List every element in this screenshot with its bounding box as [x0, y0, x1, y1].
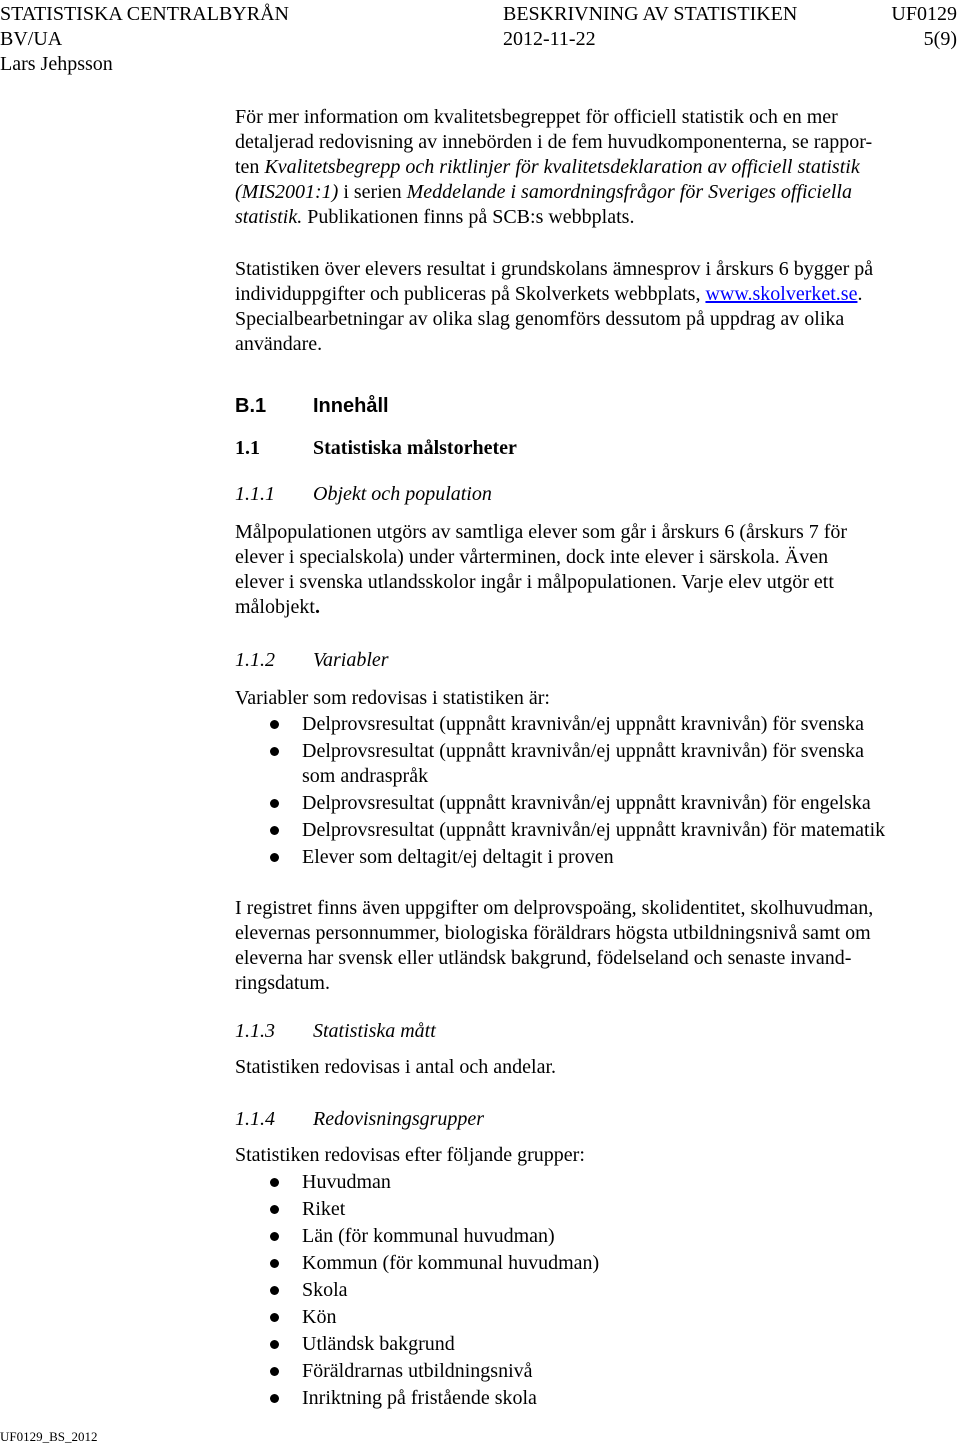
publication-title-italic: Kvalitetsbegrepp och riktlinjer för kvalitetsdeklaration av officiell statistik — [264, 156, 860, 178]
list-item-text: Kommun (för kommunal huvudman) — [302, 1252, 600, 1274]
list-item — [235, 1305, 945, 1330]
section-title: Statistiska målstorheter — [313, 437, 517, 459]
paragraph-line — [235, 307, 873, 332]
paragraph-line — [235, 282, 873, 307]
list-item-text: Elever som deltagit/ej deltagit i proven — [302, 846, 614, 868]
paragraph-line — [235, 595, 847, 620]
list-item — [235, 1197, 945, 1222]
bullet-icon — [270, 1205, 279, 1214]
section-title: Innehåll — [313, 395, 389, 417]
text-segment: Statistiken över elevers resultat i grundskolans ämnesprov i årskurs 6 bygger på — [235, 258, 874, 280]
list-item — [235, 1251, 945, 1276]
section-heading-1-1 — [235, 436, 935, 461]
paragraph-line — [235, 205, 872, 230]
skolverket-link[interactable]: www.skolverket.se — [705, 283, 858, 305]
section-number: 1.1 — [235, 437, 260, 459]
header-date: 2012-11-22 — [503, 28, 596, 50]
text-segment: Specialbearbetningar av olika slag genomförs dessutom på uppdrag av olika — [235, 308, 845, 330]
header-page-number: 5(9) — [923, 28, 957, 50]
intro-paragraph-1 — [235, 105, 872, 230]
section-number: 1.1.2 — [235, 649, 275, 671]
list-item-text: Skola — [302, 1279, 348, 1301]
intro-paragraph-2 — [235, 257, 873, 357]
register-paragraph — [235, 896, 873, 996]
text-segment: målobjekt — [235, 596, 315, 618]
list-item — [235, 712, 945, 737]
section-number: 1.1.4 — [235, 1108, 275, 1130]
series-title-italic-end: statistik. — [235, 206, 303, 228]
section-title: Statistiska mått — [313, 1020, 436, 1042]
section-heading-b1 — [235, 394, 935, 419]
paragraph-line — [235, 332, 873, 357]
section-number: 1.1.3 — [235, 1020, 275, 1042]
series-title-italic: Meddelande i samordningsfrågor för Sveriges officiella — [406, 181, 852, 203]
paragraph-line: Statistiken redovisas i antal och andelar. — [235, 1056, 557, 1078]
population-paragraph — [235, 520, 847, 620]
list-item — [235, 791, 945, 816]
text-segment: elever i specialskola) under vårterminen, dock inte elever i särskola. Även — [235, 546, 829, 568]
text-segment: detaljerad redovisning av innebörden i de fem huvudkomponenterna, se rappor- — [235, 131, 873, 153]
list-item-text: Föräldrarnas utbildningsnivå — [302, 1360, 533, 1382]
paragraph-line — [235, 545, 847, 570]
list-item-text: Delprovsresultat (uppnått kravnivån/ej uppnått kravnivån) för svenska — [302, 740, 865, 762]
header-doc-type: BESKRIVNING AV STATISTIKEN — [503, 3, 798, 25]
text-segment: Publikationen finns på SCB:s webbplats. — [302, 206, 635, 228]
list-item — [235, 1224, 945, 1249]
text-segment: användare. — [235, 333, 323, 355]
paragraph-line: eleverna har svensk eller utländsk bakgrund, födelseland och senaste invand- — [235, 947, 852, 969]
list-item — [235, 1278, 945, 1303]
paragraph-line — [235, 570, 847, 595]
section-heading-1-1-1 — [235, 482, 935, 507]
list-item — [235, 818, 945, 843]
list-item-text: Utländsk bakgrund — [302, 1333, 455, 1355]
bullet-icon — [270, 1259, 279, 1268]
bullet-icon — [270, 1313, 279, 1322]
list-item — [235, 1170, 945, 1195]
groups-list — [235, 1170, 945, 1413]
bullet-icon — [270, 1367, 279, 1376]
section-number: B.1 — [235, 395, 267, 417]
publication-code-italic: (MIS2001:1) — [235, 181, 339, 203]
text-segment: i serien — [338, 181, 407, 203]
list-item-text: som andraspråk — [302, 765, 429, 787]
paragraph-line: Variabler som redovisas i statistiken är: — [235, 687, 550, 709]
list-item — [235, 739, 945, 789]
list-item — [235, 845, 945, 870]
text-segment: . — [857, 283, 863, 305]
header-org-name: STATISTISKA CENTRALBYRÅN — [0, 3, 289, 25]
measures-paragraph — [235, 1055, 556, 1080]
section-number: 1.1.1 — [235, 483, 275, 505]
paragraph-line — [235, 257, 873, 282]
text-segment: Målpopulationen utgörs av samtliga elever som går i årskurs 6 (årskurs 7 för — [235, 521, 848, 543]
bullet-icon — [270, 799, 279, 808]
list-item-text: Delprovsresultat (uppnått kravnivån/ej uppnått kravnivån) för engelska — [302, 792, 871, 814]
text-segment: För mer information om kvalitetsbegreppet för officiell statistik och en mer — [235, 106, 838, 128]
bullet-icon — [270, 826, 279, 835]
header-author: Lars Jehpsson — [0, 53, 113, 75]
paragraph-line — [235, 520, 847, 545]
groups-intro — [235, 1143, 585, 1168]
paragraph-line — [235, 155, 872, 180]
section-heading-1-1-2 — [235, 648, 935, 673]
paragraph-line: elevernas personnummer, biologiska föräldrars högsta utbildningsnivå samt om — [235, 922, 871, 944]
text-segment: elever i svenska utlandsskolor ingår i målpopulationen. Varje elev utgör ett — [235, 571, 834, 593]
variables-list — [235, 712, 945, 872]
bullet-icon — [270, 747, 279, 756]
list-item-text: Delprovsresultat (uppnått kravnivån/ej uppnått kravnivån) för svenska — [302, 713, 865, 735]
bullet-icon — [270, 1178, 279, 1187]
bullet-icon — [270, 720, 279, 729]
paragraph-line: I registret finns även uppgifter om delprovspoäng, skolidentitet, skolhuvudman, — [235, 897, 874, 919]
bullet-icon — [270, 1394, 279, 1403]
list-item — [235, 1386, 945, 1411]
list-item-text: Län (för kommunal huvudman) — [302, 1225, 555, 1247]
text-segment: individuppgifter och publiceras på Skolverkets webbplats, — [235, 283, 706, 305]
bullet-icon — [270, 1340, 279, 1349]
text-segment: ten — [235, 156, 265, 178]
list-item-text: Inriktning på fristående skola — [302, 1387, 537, 1409]
section-heading-1-1-4 — [235, 1107, 935, 1132]
list-item-text: Delprovsresultat (uppnått kravnivån/ej uppnått kravnivån) för matematik — [302, 819, 886, 841]
section-heading-1-1-3 — [235, 1019, 935, 1044]
bullet-icon — [270, 1286, 279, 1295]
list-item-text: Kön — [302, 1306, 337, 1328]
variables-intro — [235, 686, 550, 711]
list-item — [235, 1332, 945, 1357]
section-title: Variabler — [313, 649, 389, 671]
bullet-icon — [270, 1232, 279, 1241]
paragraph-line — [235, 105, 872, 130]
section-title: Redovisningsgrupper — [313, 1108, 485, 1130]
text-segment-bold-period: . — [314, 596, 320, 618]
header-doc-code: UF0129 — [891, 3, 957, 25]
section-title: Objekt och population — [313, 483, 492, 505]
header-unit: BV/UA — [0, 28, 63, 50]
paragraph-line — [235, 130, 872, 155]
list-item — [235, 1359, 945, 1384]
list-item-text: Riket — [302, 1198, 346, 1220]
paragraph-line: Statistiken redovisas efter följande grupper: — [235, 1144, 585, 1166]
bullet-icon — [270, 853, 279, 862]
page-footer-doc-id: UF0129_BS_2012 — [0, 1429, 98, 1444]
paragraph-line — [235, 180, 872, 205]
paragraph-line: ringsdatum. — [235, 972, 330, 994]
list-item-text: Huvudman — [302, 1171, 391, 1193]
